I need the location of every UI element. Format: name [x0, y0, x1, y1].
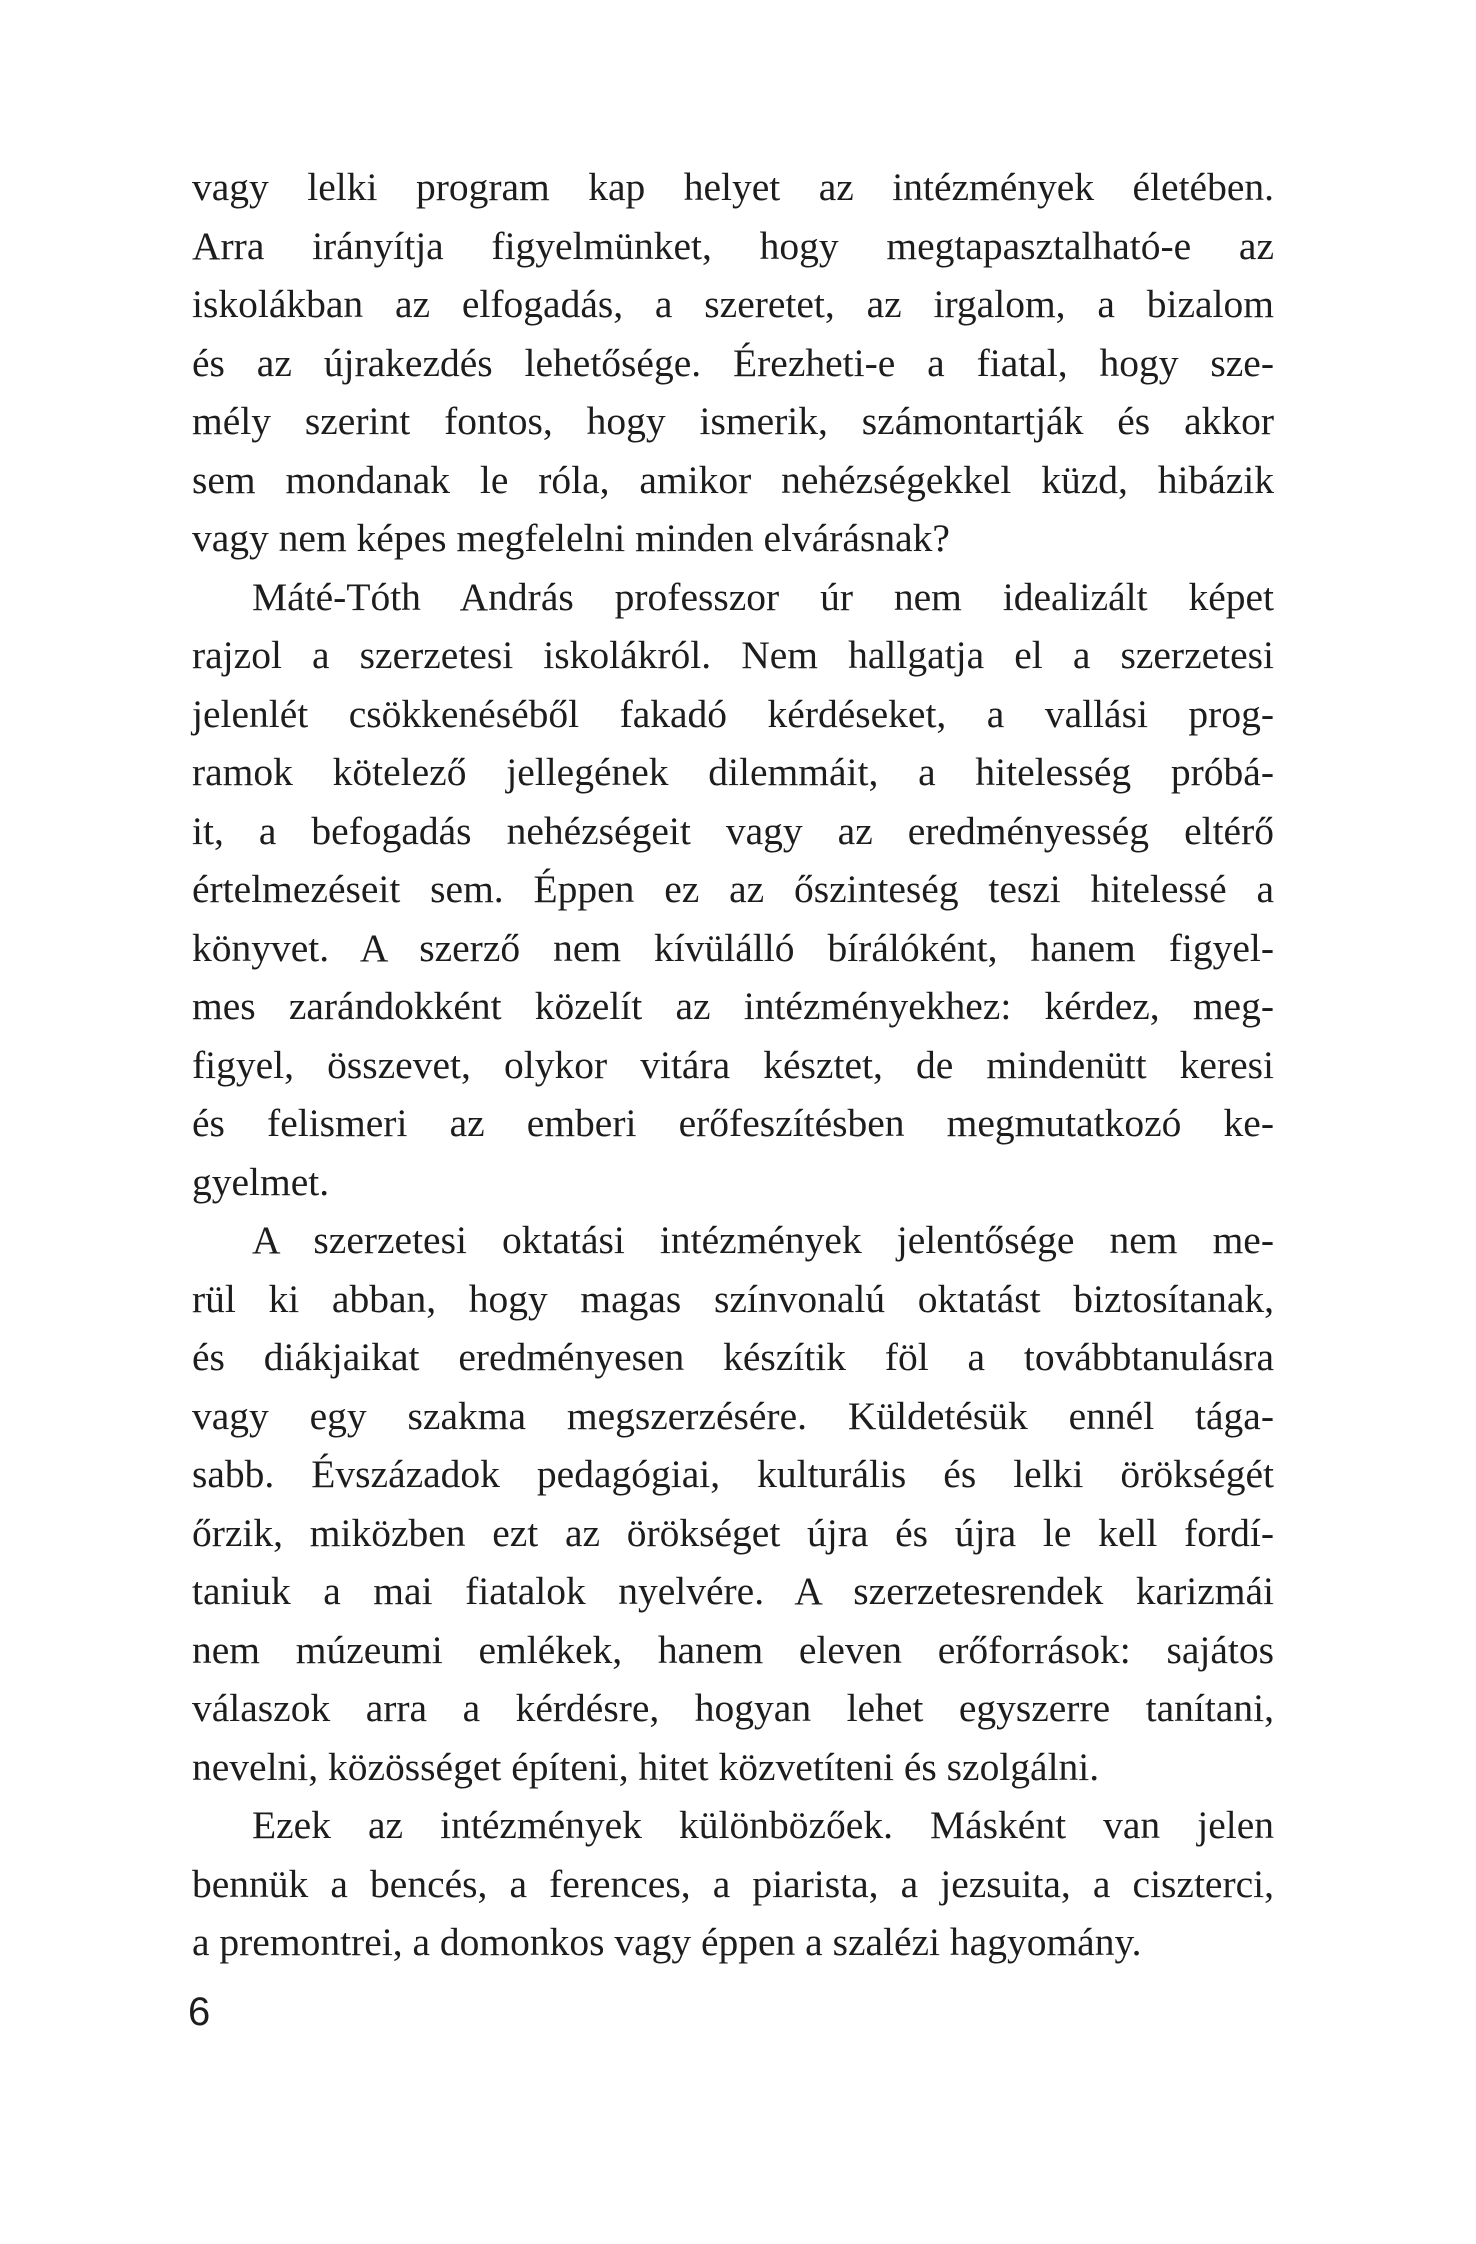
- text-line: értelmezéseit sem. Éppen ez az őszinteség teszi hitelessé a: [192, 867, 1274, 911]
- text-line: jelenlét csökkenéséből fakadó kérdéseket, a vallási prog-: [192, 691, 1274, 736]
- text-line: válaszok arra a kérdésre, hogyan lehet egyszerre tanítani,: [192, 1686, 1274, 1730]
- paragraph: [192, 1211, 1274, 1796]
- text-line: bennük a bencés, a ferences, a piarista, a jezsuita, a ciszterci,: [192, 1861, 1274, 1906]
- page-number: 6: [188, 1990, 211, 2034]
- text-line: vagy nem képes megfelelni minden elvárásnak?: [192, 516, 950, 560]
- text-line: sabb. Évszázadok pedagógiai, kulturális és lelki örökségét: [192, 1452, 1274, 1496]
- body-text: [192, 158, 1274, 1972]
- text-line: iskolákban az elfogadás, a szeretet, az irgalom, a bizalom: [192, 282, 1274, 326]
- text-line: nem múzeumi emlékek, hanem eleven erőforrások: sajátos: [192, 1627, 1274, 1672]
- text-line: rajzol a szerzetesi iskolákról. Nem hallgatja el a szerzetesi: [192, 633, 1274, 677]
- text-line: figyel, összevet, olykor vitára késztet, de mindenütt keresi: [192, 1042, 1274, 1087]
- text-line: a premontrei, a domonkos vagy éppen a szalézi hagyomány.: [192, 1920, 1142, 1964]
- text-line: nevelni, közösséget építeni, hitet közvetíteni és szolgálni.: [192, 1744, 1100, 1789]
- text-line: taniuk a mai fiatalok nyelvére. A szerzetesrendek karizmái: [192, 1569, 1274, 1613]
- text-line: és felismeri az emberi erőfeszítésben megmutatkozó ke-: [192, 1101, 1274, 1145]
- text-line: mes zarándokként közelít az intézményekhez: kérdez, meg-: [192, 984, 1274, 1028]
- text-line: és az újrakezdés lehetősége. Érezheti-e a fiatal, hogy sze-: [192, 340, 1274, 385]
- text-line: it, a befogadás nehézségeit vagy az eredményesség eltérő: [192, 808, 1274, 853]
- text-line: vagy egy szakma megszerzésére. Küldetésük ennél tága-: [192, 1393, 1274, 1438]
- text-line: A szerzetesi oktatási intézmények jelentősége nem me-: [252, 1218, 1274, 1262]
- text-line: és diákjaikat eredményesen készítik föl a továbbtanulásra: [192, 1335, 1274, 1379]
- paragraph: [192, 1796, 1274, 1972]
- text-line: ramok kötelező jellegének dilemmáit, a hitelesség próbá-: [192, 750, 1274, 794]
- text-line: Máté-Tóth András professzor úr nem idealizált képet: [252, 574, 1274, 619]
- text-line: mély szerint fontos, hogy ismerik, számontartják és akkor: [192, 399, 1274, 443]
- text-line: őrzik, miközben ezt az örökséget újra és újra le kell fordí-: [192, 1510, 1274, 1555]
- paragraph: [192, 568, 1274, 1212]
- paragraph: [192, 158, 1274, 568]
- text-line: sem mondanak le róla, amikor nehézségekkel küzd, hibázik: [192, 457, 1274, 502]
- text-line: rül ki abban, hogy magas színvonalú oktatást biztosítanak,: [192, 1276, 1274, 1321]
- text-line: gyelmet.: [192, 1159, 330, 1204]
- text-line: vagy lelki program kap helyet az intézmények életében.: [192, 165, 1274, 209]
- text-line: könyvet. A szerző nem kívülálló bírálóként, hanem figyel-: [192, 925, 1274, 970]
- text-line: Ezek az intézmények különbözőek. Másként van jelen: [252, 1803, 1274, 1847]
- text-line: Arra irányítja figyelmünket, hogy megtapasztalható-e az: [192, 223, 1274, 268]
